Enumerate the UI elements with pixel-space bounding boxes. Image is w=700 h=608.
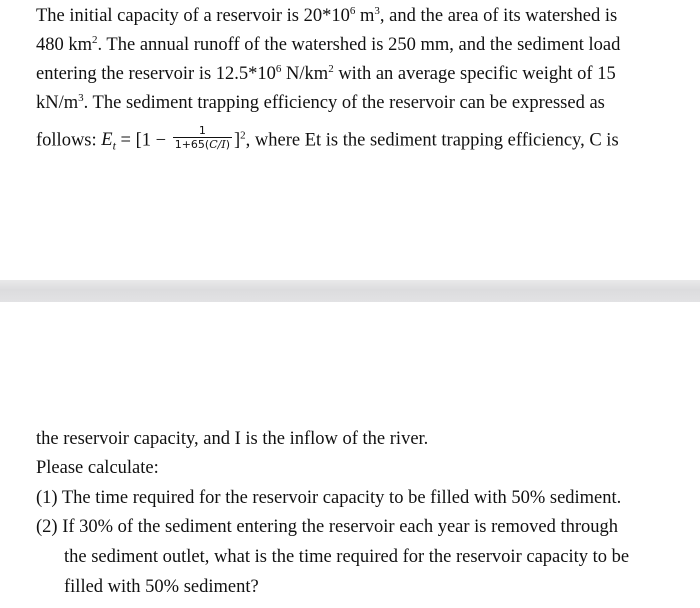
formula-fraction bbox=[173, 125, 232, 151]
text-run: , and the area of its watershed is bbox=[379, 6, 618, 26]
text-run: . The annual runoff of the watershed is 250 mm, and the sediment load bbox=[97, 35, 621, 55]
formula-bracket: ] bbox=[233, 130, 241, 151]
superscript: 2 bbox=[328, 63, 334, 75]
formula-line bbox=[36, 124, 619, 157]
text-run: entering the reservoir is 12.5*10 bbox=[36, 64, 276, 84]
text-line bbox=[36, 5, 617, 27]
text-line bbox=[36, 92, 605, 114]
text-line bbox=[36, 34, 620, 56]
superscript: 3 bbox=[374, 5, 380, 17]
list-item-continuation: the sediment outlet, what is the time required for the reservoir capacity to be bbox=[64, 547, 630, 567]
list-item: (1) The time required for the reservoir capacity to be filled with 50% sediment. bbox=[36, 488, 622, 508]
list-item-continuation: filled with 50% sediment? bbox=[64, 577, 259, 597]
text-line bbox=[36, 63, 616, 85]
superscript: 6 bbox=[275, 63, 282, 75]
formula-variable: $E_t$ bbox=[101, 130, 116, 153]
text-run: , where Et is the sediment trapping efficiency, C is bbox=[245, 130, 619, 151]
superscript: 2 bbox=[240, 129, 246, 142]
text-run: m bbox=[355, 6, 375, 26]
text-run: kN/m bbox=[36, 93, 79, 113]
superscript: 3 bbox=[78, 92, 84, 104]
superscript: 6 bbox=[349, 5, 356, 17]
text-run: N/km bbox=[281, 64, 329, 84]
text-run: . The sediment trapping efficiency of the reservoir can be expressed as bbox=[83, 93, 605, 113]
text-line: Please calculate: bbox=[36, 458, 159, 478]
fraction-numerator: 1 bbox=[173, 125, 232, 138]
text-run: with an average specific weight of 15 bbox=[333, 64, 616, 84]
text-run: The initial capacity of a reservoir is 20*10 bbox=[36, 6, 350, 26]
formula-operator: = [1 − bbox=[115, 130, 171, 151]
list-item: (2) If 30% of the sediment entering the reservoir each year is removed through bbox=[36, 517, 619, 537]
text-run: follows: bbox=[36, 130, 102, 151]
text-run: 480 km bbox=[36, 35, 93, 55]
superscript: 2 bbox=[92, 34, 98, 46]
text-line: the reservoir capacity, and I is the inflow of the river. bbox=[36, 429, 429, 449]
fraction-denominator: 1+65(C/I) bbox=[174, 138, 230, 151]
page-divider bbox=[0, 280, 700, 302]
